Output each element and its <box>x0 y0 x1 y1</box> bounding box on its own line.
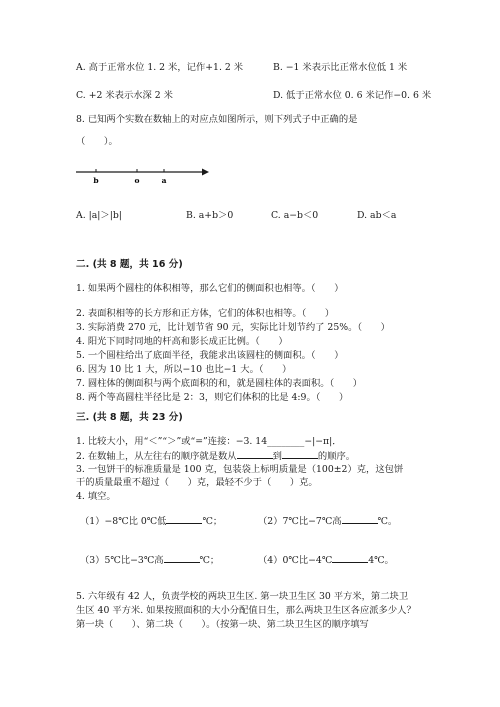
s3-q4-item-1-text: （1）−8℃比 0℃低 <box>80 516 167 527</box>
s3-q4-item-3-unit: ℃； <box>199 555 220 566</box>
s3-q4-item-1 <box>80 515 222 527</box>
s3-q4-item-2 <box>258 515 397 527</box>
s3-q4-item-1-unit: ℃； <box>202 516 223 527</box>
q8-stem: 8. 已知两个实数在数轴上的对应点如图所示，则下列式子中正确的是 <box>76 114 358 125</box>
axis-label-b: b <box>93 176 99 185</box>
s3-q2-post: 的顺序。 <box>317 451 356 462</box>
s3-q4-item-3-text: （3）5℃比−3℃高 <box>80 555 164 566</box>
section2-header: 二. (共 8 题，共 16 分) <box>76 259 183 270</box>
s3-q2-pre: 2. 在数轴上，从左往右的顺序就是数从 <box>76 451 237 462</box>
s3-q4-blank-4[interactable] <box>332 554 368 563</box>
s3-q4-blank-2[interactable] <box>342 515 378 524</box>
s3-q5-line1: 5. 六年级有 42 人，负责学校的两块卫生区. 第一块卫生区 30 平方米，第二块卫 <box>76 591 409 602</box>
s2-item-8: 8. 两个等高圆柱半径比是 2：3，则它们体积的比是 4:9。（ ） <box>76 392 349 403</box>
s3-q4-blank-3[interactable] <box>164 554 200 563</box>
s3-q3-line1: 3. 一包饼干的标准质量是 100 克，包装袋上标明质量是（100±2）克，这包饼 <box>76 464 404 475</box>
axis-label-o: o <box>134 176 140 185</box>
s2-item-5: 5. 一个圆柱给出了底面半径，我能求出该圆柱的侧面积。（ ） <box>76 350 344 361</box>
s2-item-2: 2. 表面积相等的长方形和正方体，它们的体积也相等。（ ） <box>76 308 335 319</box>
q8-option-c: C. a−b＜0 <box>271 210 319 221</box>
q7-option-c: C. +2 米表示水深 2 米 <box>76 90 173 101</box>
q8-option-b: B. a+b＞0 <box>186 210 234 221</box>
q8-option-a: A. |a|＞|b| <box>76 210 122 221</box>
axis-label-a: a <box>161 176 167 185</box>
s3-q4-blank-1[interactable] <box>166 515 202 524</box>
s3-q4-item-2-text: （2）7℃比−7℃高 <box>258 516 342 527</box>
s3-q2-blank-2[interactable] <box>282 450 318 459</box>
s2-item-4: 4. 阳光下同时同地的杆高和影长成正比例。（ ） <box>76 336 288 347</box>
s3-q5-line2: 生区 40 平方米. 如果按照面积的大小分配值日生，那么两块卫生区各应派多少人？ <box>76 605 416 616</box>
s3-q1: 1. 比较大小，用“＜”“＞”或“=”连接：−3. 14________−|−π|． <box>76 436 342 447</box>
s3-q2-blank-1[interactable] <box>237 450 273 459</box>
q7-option-d: D. 低于正常水位 0. 6 米记作−0. 6 米 <box>273 90 432 101</box>
s2-item-7: 7. 圆柱体的侧面积与两个底面积的和，就是圆柱体的表面积。（ ） <box>76 378 363 389</box>
s2-item-6: 6. 因为 10 比 1 大，所以−10 也比−1 大。（ ） <box>76 364 292 375</box>
s3-q4-item-3 <box>80 554 219 566</box>
s2-item-1: 1. 如果两个圆柱的体积相等，那么它们的侧面积也相等。（ ） <box>76 283 344 294</box>
s3-q4-item-2-unit: ℃。 <box>377 516 398 527</box>
s3-q4-item-4-unit: 4℃。 <box>368 555 394 566</box>
q7-option-b: B. −1 米表示比正常水位低 1 米 <box>273 62 408 73</box>
s3-q2 <box>76 450 355 462</box>
s3-q5-line3: 第一块（ ）、第二块（ ）。（按第一块、第二块卫生区的顺序填写 <box>76 619 369 630</box>
s3-q2-mid: 到 <box>272 451 282 462</box>
s3-q4: 4. 填空。 <box>76 491 116 502</box>
s3-q4-item-4 <box>258 554 394 566</box>
number-line <box>76 166 216 188</box>
s3-q3-line2: 干的质量最重不超过（ ）克，最轻不少于（ ）克。 <box>76 477 318 488</box>
q7-option-a: A. 高于正常水位 1. 2 米，记作+1. 2 米 <box>76 62 244 73</box>
q8-option-d: D. ab＜a <box>357 210 397 221</box>
section3-header: 三. (共 8 题，共 23 分) <box>76 412 183 423</box>
q8-paren: （ ）。 <box>76 136 118 147</box>
s3-q4-item-4-text: （4）0℃比−4℃ <box>258 555 333 566</box>
s2-item-3: 3. 实际消费 270 元，比计划节省 90 元，实际比计划节约了 25%。（ ） <box>76 322 390 333</box>
